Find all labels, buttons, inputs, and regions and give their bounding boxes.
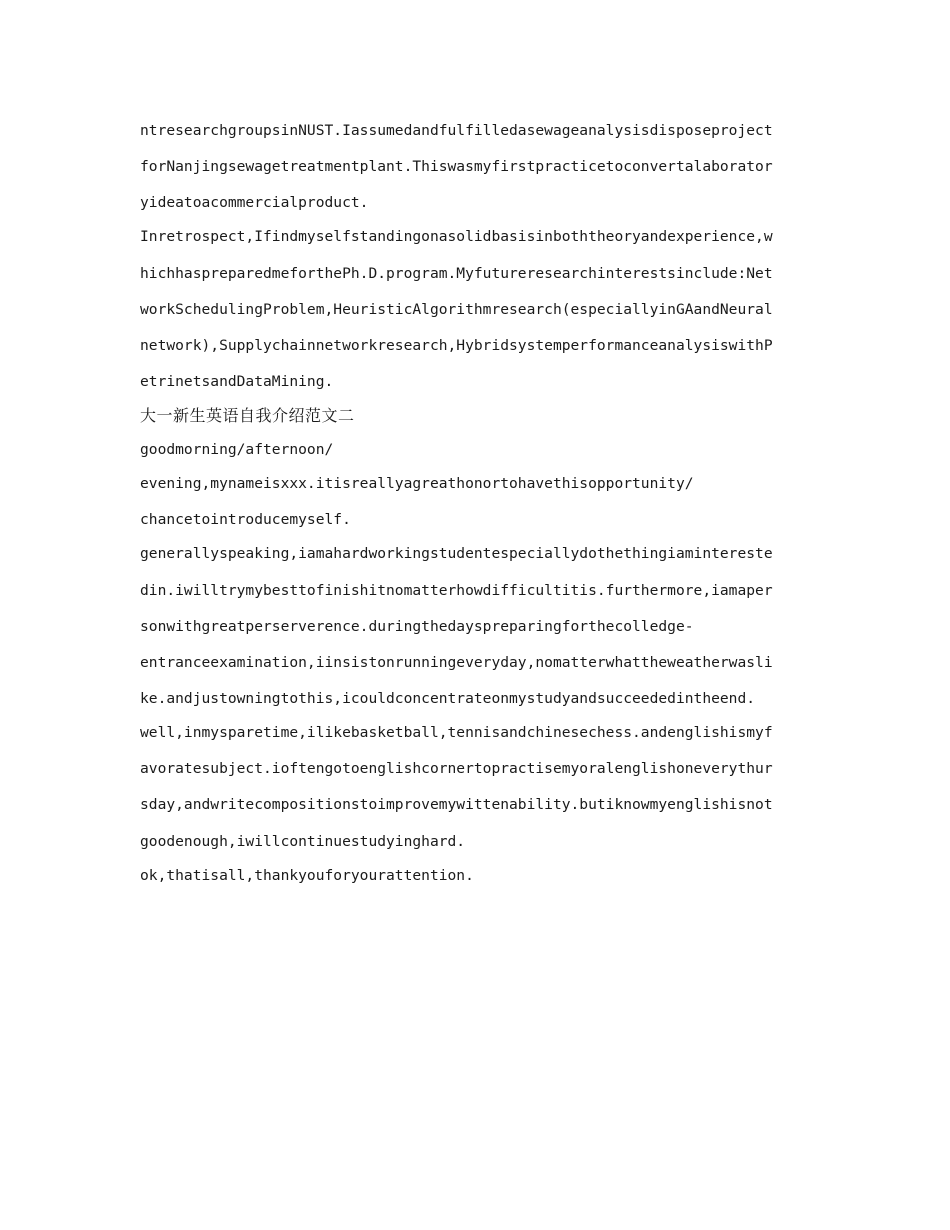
body-line: sday,andwritecompositionstoimprovemywittenability.butiknowmyenglishisnot: [140, 796, 773, 814]
body-line: goodmorning/afternoon/: [140, 441, 334, 459]
body-line: goodenough,iwillcontinuestudyinghard.: [140, 832, 466, 850]
body-line: well,inmysparetime,ilikebasketball,tennisandchinesechess.andenglishismyf: [140, 724, 773, 742]
body-line: ke.andjustowningtothis,icouldconcentrateonmystudyandsucceededintheend.: [140, 690, 756, 708]
body-line: chancetointroducemyself.: [140, 511, 351, 529]
body-line: hichhaspreparedmeforthePh.D.program.Myfutureresearchinterestsinclude:Net: [140, 264, 773, 282]
body-line: network),Supplychainnetworkresearch,HybridsystemperformanceanalysiswithP: [140, 336, 773, 354]
body-line: avoratesubject.ioftengotoenglishcornertopractisemyoralenglishoneverythur: [140, 760, 773, 778]
body-line: yideatoacommercialproduct.: [140, 194, 369, 212]
document-body: [140, 118, 820, 899]
body-line: sonwithgreatperserverence.duringthedayspreparingforthecolledge-: [140, 617, 694, 635]
body-line: din.iwilltrymybesttofinishitnomatterhowdifficultitis.furthermore,iamaper: [140, 581, 773, 599]
body-line: generallyspeaking,iamahardworkingstudentespeciallydothethingiamintereste: [140, 545, 773, 563]
body-line: etrinetsandDataMining.: [140, 373, 334, 391]
body-line: ok,thatisall,thankyouforyourattention.: [140, 866, 474, 884]
body-line: ntresearchgroupsinNUST.Iassumedandfulfilledasewageanalysisdisposeproject: [140, 122, 773, 139]
body-line: Inretrospect,Ifindmyselfstandingonasolidbasisinboththeoryandexperience,w: [140, 228, 773, 246]
body-line: evening,mynameisxxx.itisreallyagreathonortohavethisopportunity/: [140, 475, 694, 493]
body-line: workSchedulingProblem,HeuristicAlgorithmresearch(especiallyinGAandNeural: [140, 300, 773, 318]
body-line: entranceexamination,iinsistonrunningeveryday,nomatterwhattheweatherwasli: [140, 653, 773, 671]
section-heading: 大一新生英语自我介绍范文二: [140, 406, 355, 426]
body-line: forNanjingsewagetreatmentplant.Thiswasmyfirstpracticetoconvertalaborator: [140, 158, 773, 176]
